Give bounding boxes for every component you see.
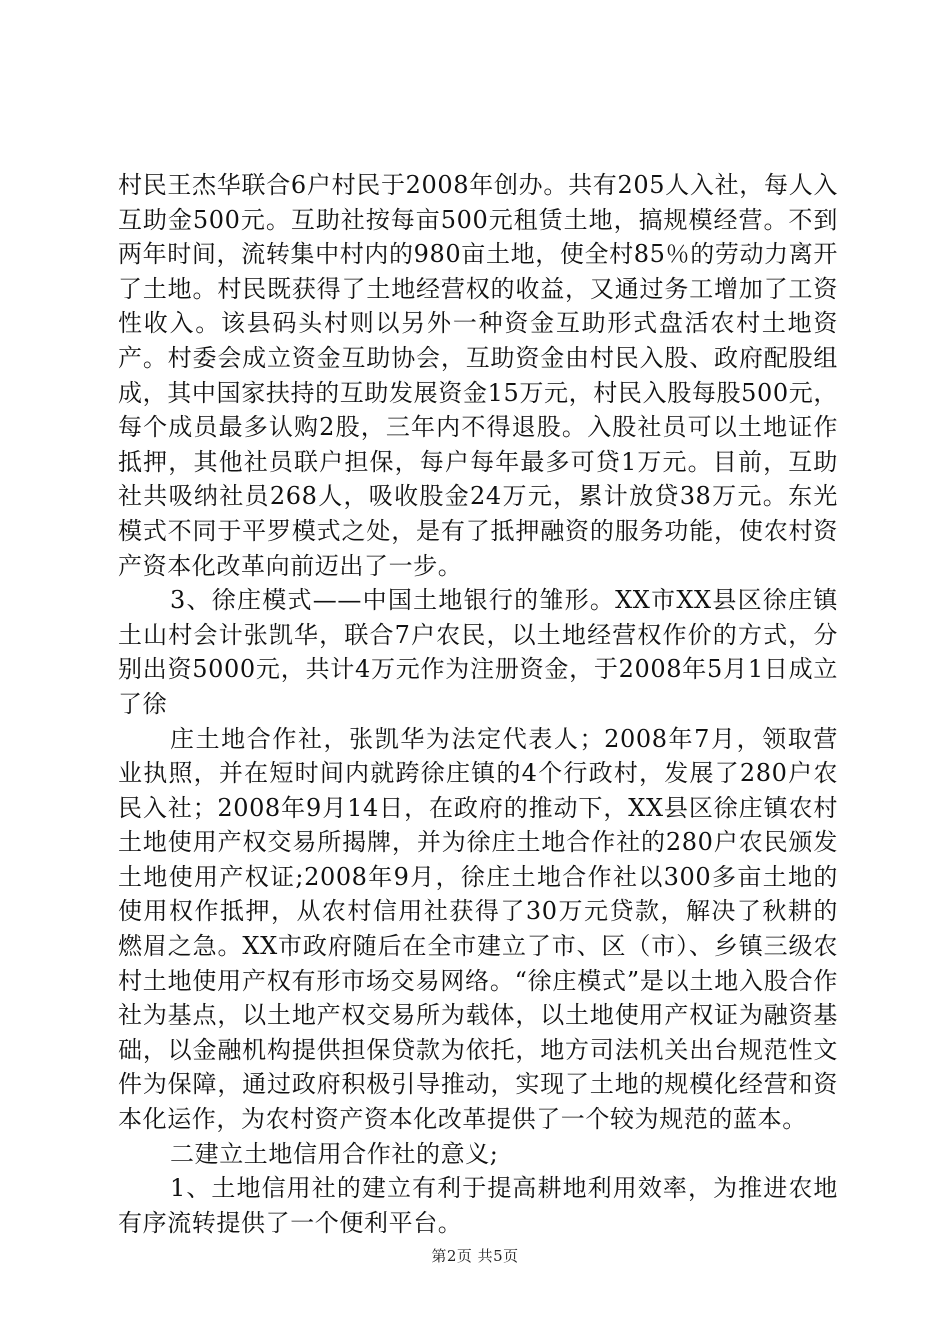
paragraph-continuation: 村民王杰华联合6户村民于2008年创办。共有205人入社，每人入互助金500元。互助社按每亩500元租赁土地，搞规模经营。不到两年时间，流转集中村内的980亩土地，使全村85％的劳动力离开了土地。村民既获得了土地经营权的收益，又通过务工增加了工资性收入。该县码头村则以另外一种资金互助形式盘活农村土地资产。村委会成立资金互助协会，互助资金由村民入股、政府配股组成，其中国家扶持的互助发展资金15万元，村民入股每股500元，每个成员最多认购2股，三年内不得退股。入股社员可以土地证作抵押，其他社员联户担保，每户每年最多可贷1万元。目前，互助社共吸纳社员268人，吸收股金24万元，累计放贷38万元。东光模式不同于平罗模式之处，是有了抵押融资的服务功能，使农村资产资本化改革向前迈出了一步。 [118,171,838,580]
paragraph-xuzhuang-details: 庄土地合作社，张凯华为法定代表人；2008年7月，领取营业执照，并在短时间内就跨徐庄镇的4个行政村，发展了280户农民入社；2008年9月14日，在政府的推动下，XX县区徐庄镇农村土地使用产权交易所揭牌，并为徐庄土地合作社的280户农民颁发土地使用产权证;2008年9月，徐庄土地合作社以300多亩土地的使用权作抵押，从农村信用社获得了30万元贷款，解决了秋耕的燃眉之急。XX市政府随后在全市建立了市、区（市）、乡镇三级农村土地使用产权有形市场交易网络。“徐庄模式”是以土地入股合作社为基点，以土地产权交易所为载体，以土地使用产权证为融资基础，以金融机构提供担保贷款为依托，地方司法机关出台规范性文件为保障，通过政府积极引导推动，实现了土地的规模化经营和资本化运作，为农村资产资本化改革提供了一个较为规范的蓝本。 [118,724,838,1134]
section-heading-significance: 二建立土地信用合作社的意义; [170,1139,499,1168]
paragraph-xuzhuang-model: 3、徐庄模式——中国土地银行的雏形。XX市XX县区徐庄镇土山村会计张凯华，联合7户农民，以土地经营权作价的方式，分别出资5000元，共计4万元作为注册资金，于2008年5月1日成立了徐 [118,586,838,718]
document-body [118,168,838,1240]
paragraph-significance-1: 1、土地信用社的建立有利于提高耕地利用效率，为推进农地有序流转提供了一个便利平台。 [118,1174,838,1237]
page-footer: 第2页 共5页 [431,1247,519,1265]
